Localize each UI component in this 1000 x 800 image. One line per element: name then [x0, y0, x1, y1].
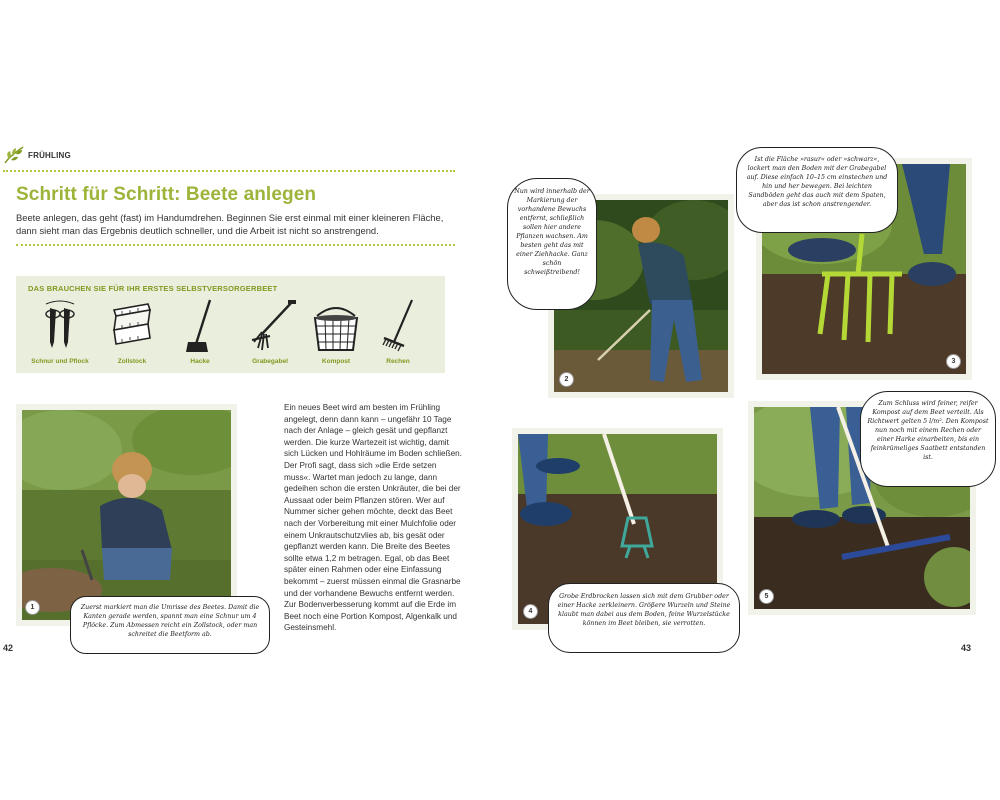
body-text: Ein neues Beet wird am besten im Frühling angelegt, denn dann kann – ungefähr 10 Tage nach der Anlage – gleich gesät und gepflanzt werden. Die kurze Wartezeit ist wichtig, damit sich Lücken und Hohlräume im Boden schließen. Der Profi sagt, dass sich »die Erde setzen muss«. Wartet man jedoch zu lange, dann gedeihen schon die ersten Unkräuter, die bei der Aussaat oder beim Pflanzen stören. Wer auf Nummer sicher gehen möchte, deckt das Beet nach der Vorbereitung mit einer Mulchfolie oder einem Unkrautschutzvlies ab, bis gesät oder gepflanzt werden kann. Die Breite des Beetes sollte etwa 1,2 m betragen. Egal, ob das Beet später einen Rahmen oder eine Einfassung bekommt – zuerst müssen einmal die Grasnarbe und der vorhandene Bewuchs entfernt werden. Zur Bodenverbesserung kommt auf die Erde im Beet noch eine Portion Kompost, Algenkalk und Gesteinsmehl. [284, 403, 462, 633]
folding-rule-icon [110, 298, 154, 354]
digging-fork-icon [242, 298, 298, 356]
page-number-left: 42 [3, 643, 14, 653]
page-number-right: 43 [961, 643, 972, 653]
caption-bubble-step-1: Zuerst markiert man die Umrisse des Beetes. Damit die Kanten gerade werden, spannt man eine Schnur um 4 Pflöcke. Zum Abmessen reicht ein Zollstock, oder man schreitet die Beetform ab. [70, 596, 270, 654]
step-number-badge: 3 [947, 355, 960, 368]
tool-label: Zollstock [117, 358, 147, 365]
divider-intro [16, 244, 455, 246]
rake-icon [378, 298, 418, 356]
leaf-icon [3, 143, 25, 165]
section-label: FRÜHLING [28, 151, 71, 160]
tools-box [16, 276, 445, 373]
step-number-badge: 4 [524, 605, 537, 618]
tool-hoe [160, 294, 240, 369]
step-number-badge: 1 [26, 601, 39, 614]
photo-step-1 [16, 404, 237, 626]
caption-bubble-step-4: Grobe Erdbrocken lassen sich mit dem Grubber oder einer Hacke zerkleinern. Größere Wurzeln und Steine klaubt man dabei aus dem Boden, feine Wurzelstücke können im Beet bleiben, sie verrotten. [548, 583, 740, 653]
hoe-icon [180, 298, 220, 356]
caption-bubble-step-2: Nun wird innerhalb der Markierung der vorhandene Bewuchs entfernt, schließlich sollen hier andere Pflanzen wachsen. Am besten geht das mit einer Ziehhacke. Ganz schön schweißtreibend! [507, 178, 597, 310]
step-number-badge: 2 [560, 373, 573, 386]
tool-label: Schnur und Pflock [31, 358, 89, 365]
caption-bubble-step-5: Zum Schluss wird feiner, reifer Kompost auf dem Beet verteilt. Als Richtwert gelten 5 l/m². Den Kompost nun noch mit einem Rechen oder einer Harke einarbeiten, bis ein feinkrümeliges Saatbett entstanden ist. [860, 391, 996, 487]
tool-label: Rechen [386, 358, 410, 365]
page-title: Schritt für Schritt: Beete anlegen [16, 184, 317, 205]
intro-text: Beete anlegen, das geht (fast) im Handumdrehen. Beginnen Sie erst einmal mit einer kleineren Fläche, dann sieht man das Ergebnis deutlich schneller, und die Arbeit ist nicht so anstrengend. [16, 212, 444, 236]
compost-basket-icon [311, 298, 361, 356]
string-peg-icon [40, 298, 80, 354]
tool-string-peg [20, 294, 100, 369]
divider-top [3, 170, 455, 172]
caption-bubble-step-3: Ist die Fläche »rasur« oder »schwarz«, lockert man den Boden mit der Grabegabel auf. Diese einfach 10–15 cm einstechen und hin und her bewegen. Bei leichten Sandböden geht das auch mit dem Spaten, aber das ist schon anstrengender. [736, 147, 898, 233]
tool-label: Kompost [321, 358, 351, 365]
tools-title: DAS BRAUCHEN SIE FÜR IHR ERSTES SELBSTVERSORGERBEET [28, 284, 278, 293]
tool-label: Hacke [190, 358, 210, 365]
tool-rake [358, 294, 438, 369]
tool-label: Grabegabel [252, 358, 288, 365]
step-number-badge: 5 [760, 590, 773, 603]
